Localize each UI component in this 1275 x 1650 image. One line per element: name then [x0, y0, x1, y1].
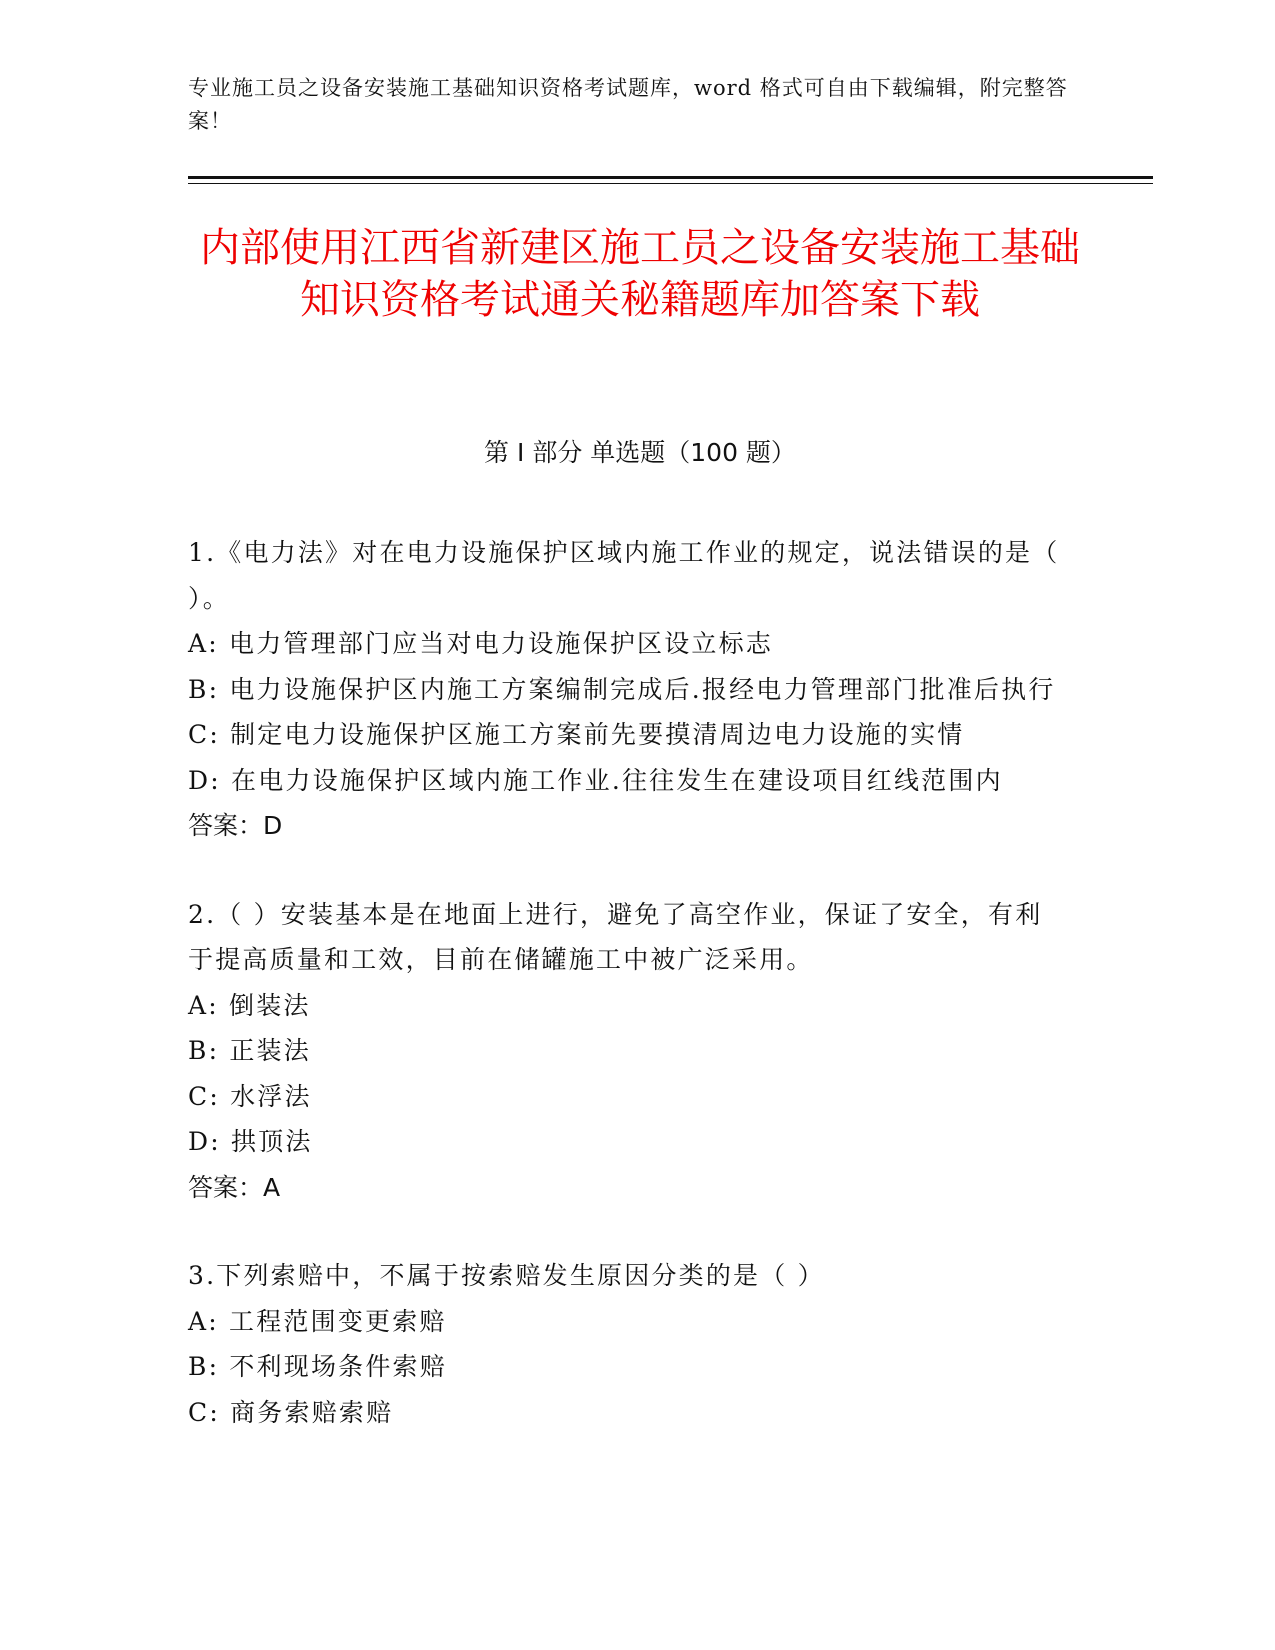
question-1 — [188, 530, 1068, 849]
option-b: B: 电力设施保护区内施工方案编制完成后.报经电力管理部门批准后执行 — [188, 674, 1056, 704]
header-divider — [188, 176, 1153, 179]
question-stem: 1.《电力法》对在电力设施保护区域内施工作业的规定，说法错误的是（ ）。 — [188, 538, 1060, 613]
option-b: B: 不利现场条件索赔 — [188, 1352, 447, 1381]
question-stem: 3.下列索赔中，不属于按索赔发生原因分类的是（ ） — [188, 1261, 825, 1290]
document-title: 内部使用江西省新建区施工员之设备安装施工基础知识资格考试通关秘籍题库加答案下载 — [200, 225, 1080, 323]
option-a: A: 工程范围变更索赔 — [188, 1306, 447, 1336]
option-d: D: 拱顶法 — [188, 1127, 313, 1156]
option-a: A: 电力管理部门应当对电力设施保护区设立标志 — [188, 629, 774, 658]
answer-line: 答案：D — [188, 811, 283, 840]
option-d: D: 在电力设施保护区域内施工作业.往往发生在建设项目红线范围内 — [188, 765, 1003, 795]
question-3 — [188, 1253, 1068, 1435]
option-c: C: 制定电力设施保护区施工方案前先要摸清周边电力设施的实情 — [188, 720, 965, 749]
option-b: B: 正装法 — [188, 1036, 311, 1065]
section-title: 第 I 部分 单选题（100 题） — [484, 438, 796, 467]
header-note: 专业施工员之设备安装施工基础知识资格考试题库，word 格式可自由下载编辑，附完整答案！ — [188, 76, 1068, 133]
option-c: C: 商务索赔索赔 — [188, 1397, 394, 1427]
question-stem: 2.（ ）安装基本是在地面上进行，避免了高空作业，保证了安全，有利于提高质量和工效，目前在储罐施工中被广泛采用。 — [188, 899, 1043, 974]
question-list — [188, 530, 1068, 1478]
option-a: A: 倒装法 — [188, 990, 311, 1020]
option-c: C: 水浮法 — [188, 1081, 312, 1111]
answer-line: 答案：A — [188, 1172, 281, 1202]
question-2 — [188, 892, 1068, 1211]
header-divider-thin — [188, 183, 1153, 184]
